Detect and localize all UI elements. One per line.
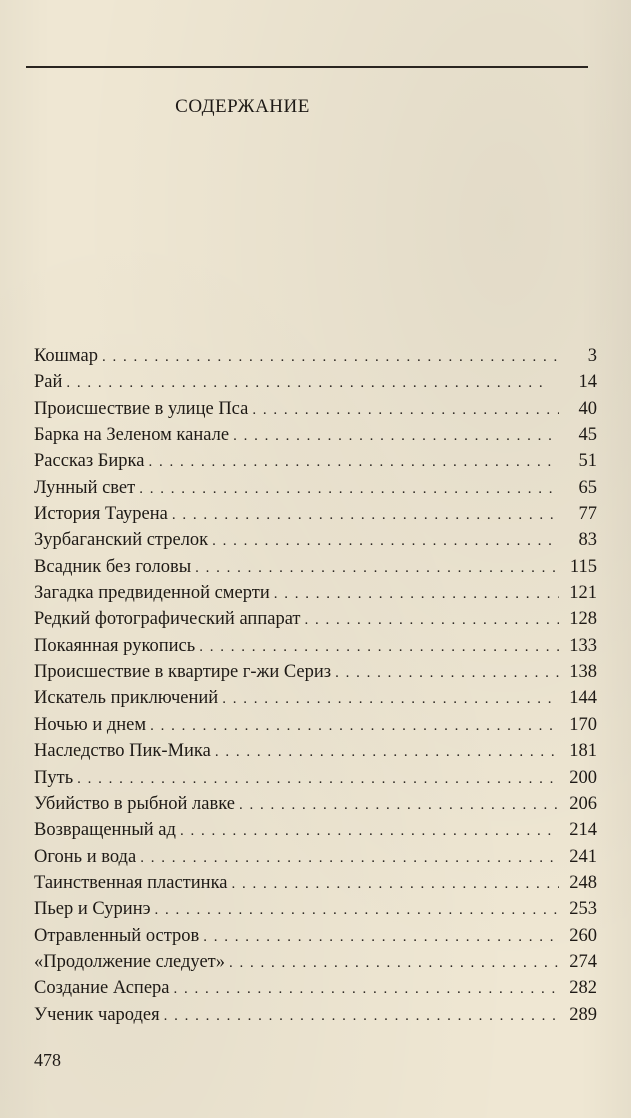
toc-entry xyxy=(34,583,597,609)
toc-entry-title: История Таурена xyxy=(34,504,168,525)
toc-entry-title: Искатель приключений xyxy=(34,688,219,709)
toc-entry-page: 248 xyxy=(569,872,597,893)
toc-entry-page: 144 xyxy=(569,688,597,709)
toc-entry-title: Возвращенный ад xyxy=(34,820,176,841)
toc-entry-title: Таинственная пластинка xyxy=(34,872,228,893)
toc-entry-page: 181 xyxy=(569,741,597,762)
toc-leader-dots xyxy=(195,560,559,577)
toc-entry-title: Зурбаганский стрелок xyxy=(34,530,209,551)
toc-entry-title: Огонь и вода xyxy=(34,846,137,867)
toc-leader-dots xyxy=(203,929,559,946)
toc-leader-dots xyxy=(212,533,559,550)
page-number: 478 xyxy=(34,1050,61,1070)
toc-leader-dots xyxy=(229,955,559,972)
toc-entry xyxy=(34,926,597,952)
toc-entry xyxy=(34,372,597,398)
toc-entry-title: Барка на Зеленом канале xyxy=(34,425,230,446)
toc-entry-title: Ученик чародея xyxy=(34,1004,160,1025)
toc-entry-page: 241 xyxy=(569,846,597,867)
toc-entry-title: Происшествие в улице Пса xyxy=(34,398,249,419)
toc-entry-title: Отравленный остров xyxy=(34,925,200,946)
toc-entry-page: 51 xyxy=(578,451,597,472)
toc-leader-dots xyxy=(102,349,559,366)
toc-leader-dots xyxy=(199,639,559,656)
toc-entry-title: Кошмар xyxy=(34,346,98,366)
toc-entry-page: 253 xyxy=(569,899,597,920)
toc-entry-page: 282 xyxy=(569,978,597,999)
toc-leader-dots xyxy=(155,902,559,919)
toc-leader-dots xyxy=(335,665,559,682)
toc-leader-dots xyxy=(148,454,559,471)
toc-entry-title: Всадник без головы xyxy=(34,556,192,577)
toc-entry xyxy=(34,504,597,530)
toc-entry-page: 274 xyxy=(569,951,597,972)
toc-entry xyxy=(34,530,597,556)
toc-entry-title: Наследство Пик-Мика xyxy=(34,741,211,762)
toc-entry-title: Загадка предвиденной смерти xyxy=(34,583,270,604)
toc-leader-dots xyxy=(233,428,559,445)
toc-entry xyxy=(34,978,597,1004)
toc-leader-dots xyxy=(222,691,559,708)
toc-leader-dots xyxy=(66,375,559,392)
toc-entry xyxy=(34,820,597,846)
toc-entry xyxy=(34,609,597,635)
toc-entry xyxy=(34,636,597,662)
toc-leader-dots xyxy=(305,612,559,629)
toc-entry-page: 170 xyxy=(569,714,597,735)
toc-entry-title: «Продолжение следует» xyxy=(34,951,225,972)
toc-leader-dots xyxy=(164,1008,559,1025)
toc-entry-page: 115 xyxy=(569,556,597,577)
toc-entry-page: 133 xyxy=(569,635,597,656)
toc-entry xyxy=(34,741,597,767)
toc-entry xyxy=(34,557,597,583)
toc-entry-page: 40 xyxy=(578,398,597,419)
toc-entry xyxy=(34,899,597,925)
toc-entry xyxy=(34,847,597,873)
toc-leader-dots xyxy=(139,481,559,498)
toc-entry-page: 128 xyxy=(569,609,597,630)
toc-entry xyxy=(34,952,597,978)
toc-entry xyxy=(34,715,597,741)
toc-entry-title: Редкий фотографический аппарат xyxy=(34,609,301,630)
toc-entry xyxy=(34,873,597,899)
toc-entry xyxy=(34,688,597,714)
toc-entry-title: Ночью и днем xyxy=(34,714,147,735)
toc-entry xyxy=(34,768,597,794)
toc-entry-page: 77 xyxy=(578,504,597,525)
page-title: СОДЕРЖАНИЕ xyxy=(175,96,310,117)
toc-entry-title: Пьер и Суринэ xyxy=(34,899,151,920)
toc-leader-dots xyxy=(232,876,560,893)
toc-entry-page: 83 xyxy=(578,530,597,551)
toc-entry-page: 260 xyxy=(569,925,597,946)
toc-entry-title: Покаянная рукопись xyxy=(34,635,196,656)
toc-entry xyxy=(34,425,597,451)
toc-leader-dots xyxy=(239,797,559,814)
toc-leader-dots xyxy=(140,850,559,867)
toc-entry-page: 138 xyxy=(569,662,597,683)
toc-entry-page: 289 xyxy=(569,1004,597,1025)
toc-entry-title: Лунный свет xyxy=(34,477,136,498)
toc-leader-dots xyxy=(172,507,559,524)
toc-entry-page: 200 xyxy=(569,767,597,788)
toc-entry-title: Рай xyxy=(34,372,63,393)
toc-entry xyxy=(34,794,597,820)
toc-entry-title: Создание Аспера xyxy=(34,978,170,999)
toc-entry xyxy=(34,451,597,477)
toc-leader-dots xyxy=(215,744,559,761)
toc-entry-page: 206 xyxy=(569,793,597,814)
toc-leader-dots xyxy=(174,981,559,998)
toc-entry-title: Убийство в рыбной лавке xyxy=(34,793,235,814)
toc-leader-dots xyxy=(77,771,559,788)
toc-entry-page: 121 xyxy=(569,583,597,604)
toc-entry xyxy=(34,346,597,372)
toc-entry xyxy=(34,478,597,504)
toc-leader-dots xyxy=(180,823,559,840)
toc-entry-title: Происшествие в квартире г-жи Сериз xyxy=(34,662,332,683)
toc-entry-page: 214 xyxy=(569,820,597,841)
toc-entry-page: 3 xyxy=(587,346,597,366)
toc-entry xyxy=(34,1005,597,1031)
toc-leader-dots xyxy=(150,718,559,735)
toc-entry-page: 45 xyxy=(578,425,597,446)
toc-entry-title: Рассказ Бирка xyxy=(34,451,145,472)
toc-entry xyxy=(34,399,597,425)
toc-leader-dots xyxy=(274,586,559,603)
toc-leader-dots xyxy=(252,402,559,419)
table-of-contents xyxy=(34,346,597,1031)
toc-entry-page: 14 xyxy=(578,372,597,393)
toc-entry-page: 65 xyxy=(578,477,597,498)
toc-entry xyxy=(34,662,597,688)
toc-entry-title: Путь xyxy=(34,767,74,788)
header-rule xyxy=(26,66,588,68)
